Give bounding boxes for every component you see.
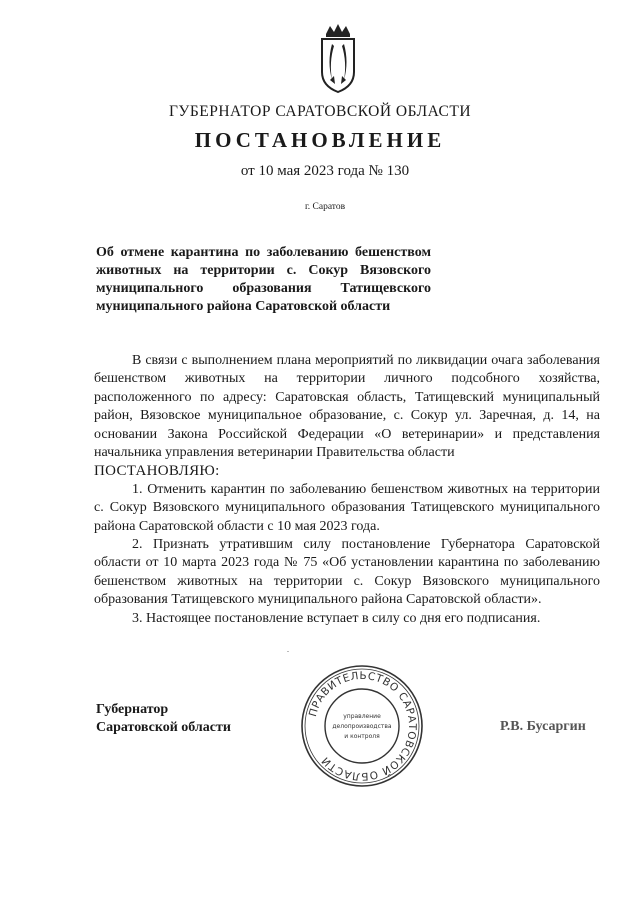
signer-position-line1: Губернатор bbox=[96, 702, 169, 717]
seal-center-line1: управление bbox=[343, 713, 381, 720]
decree-word: ПОСТАНОВЛЯЮ: bbox=[94, 463, 220, 480]
document-city: г. Саратов bbox=[304, 202, 346, 212]
coat-of-arms-icon bbox=[318, 24, 358, 94]
preamble-paragraph: В связи с выполнением плана мероприятий по ликвидации очага заболевания бешенством животных на территории личного подсобного хозяйства, расположенного по адресу: Саратовская область, Татищевский муниципальный район, Вязовское муниципальное образование, с. Сокур ул. Заречная, д. 14, на основании Закона Российской Федерации «О ветеринарии» и представления начальника управления ветеринарии Правительства области bbox=[94, 353, 600, 461]
document-date-number: от 10 мая 2023 года № 130 bbox=[240, 163, 410, 179]
decree-item-2: 2. Признать утратившим силу постановление Губернатора Саратовской области от 10 марта 2023 года № 75 «Об установлении карантина по заболеванию бешенством животных на территории с. Сокур Вязовского муниципального образования Татищевского муниципального района Саратовской области». bbox=[94, 537, 600, 608]
official-seal-stamp bbox=[300, 664, 424, 788]
document-subject: Об отмене карантина по заболеванию бешенством животных на территории с. Сокур Вязовского муниципального образования Татищевского муниципального района Саратовской области bbox=[96, 245, 431, 314]
decree-item-3: 3. Настоящее постановление вступает в силу со дня его подписания. bbox=[132, 610, 541, 626]
seal-center-line2: делопроизводства bbox=[332, 723, 392, 730]
signer-position bbox=[96, 701, 231, 737]
signer-position-line2: Саратовской области bbox=[96, 720, 231, 735]
decree-item-1: 1. Отменить карантин по заболеванию бешенством животных на территории с. Сокур Вязовского муниципального образования Татищевского муниципального района Саратовской области с 10 мая 2023 года. bbox=[94, 481, 600, 534]
issuing-authority: ГУБЕРНАТОР САРАТОВСКОЙ ОБЛАСТИ bbox=[168, 103, 472, 120]
scan-speck bbox=[287, 651, 289, 652]
seal-ring-text: ПРАВИТЕЛЬСТВО САРАТОВСКОЙ ОБЛАСТИ bbox=[306, 669, 419, 783]
seal-center-line3: и контроля bbox=[344, 733, 380, 740]
signer-name: Р.В. Бусаргин bbox=[500, 719, 586, 734]
document-body bbox=[94, 352, 600, 628]
document-type-title: ПОСТАНОВЛЕНИЕ bbox=[194, 128, 446, 152]
